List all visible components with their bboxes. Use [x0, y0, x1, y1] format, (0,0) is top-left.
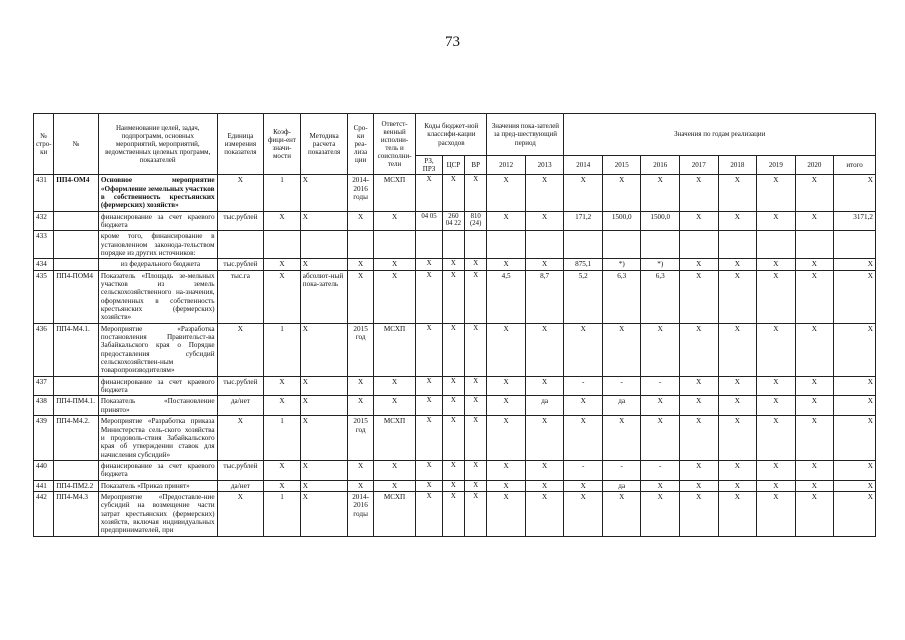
year-value-cell: X: [757, 211, 796, 231]
year-value-cell: *): [641, 259, 680, 270]
year-value-cell: X: [487, 259, 526, 270]
total-cell: X: [834, 491, 876, 536]
unit-cell: X: [217, 323, 264, 376]
unit-cell: X: [217, 416, 264, 461]
row-number-cell: 441: [34, 480, 54, 491]
year-value-cell: X: [487, 480, 526, 491]
year-value-cell: X: [718, 460, 757, 480]
year-value-cell: да: [525, 396, 564, 416]
vr-cell: X: [465, 259, 487, 270]
total-cell: X: [834, 175, 876, 211]
code-cell: [54, 259, 99, 270]
csr-cell: X: [442, 460, 464, 480]
year-value-cell: X: [757, 480, 796, 491]
year-value-cell: X: [757, 396, 796, 416]
year-value-cell: X: [602, 416, 641, 461]
year-value-cell: X: [487, 460, 526, 480]
year-value-cell: X: [795, 480, 834, 491]
responsible-cell: МСХП: [373, 323, 416, 376]
header-year: 2020: [795, 156, 834, 175]
csr-cell: X: [442, 396, 464, 416]
row-number-cell: 434: [34, 259, 54, 270]
table-row: [34, 259, 876, 270]
header-csr: ЦСР: [442, 156, 464, 175]
vr-cell: X: [465, 416, 487, 461]
row-number-cell: 439: [34, 416, 54, 461]
rz-cell: X: [416, 376, 442, 396]
year-value-cell: X: [641, 175, 680, 211]
year-value-cell: X: [795, 259, 834, 270]
name-cell: Мероприятие «Предоставле-ние субсидий на возмещение части затрат крестьянских (фермерских) хозяйств, включая индивидуальных предпринимателей, при: [98, 491, 217, 536]
code-cell: [54, 231, 99, 259]
code-cell: ПП4-ПОМ4: [54, 270, 99, 323]
name-cell: Показатель «Приказ принят»: [98, 480, 217, 491]
year-value-cell: X: [680, 416, 719, 461]
year-value-cell: X: [757, 259, 796, 270]
table-row: [34, 480, 876, 491]
header-no: №: [54, 114, 99, 175]
year-value-cell: X: [680, 460, 719, 480]
total-cell: X: [834, 396, 876, 416]
header-year: 2016: [641, 156, 680, 175]
coef-cell: X: [264, 270, 301, 323]
coef-cell: X: [264, 460, 301, 480]
row-number-cell: 437: [34, 376, 54, 396]
responsible-cell: X: [373, 259, 416, 270]
rz-cell: X: [416, 460, 442, 480]
year-value-cell: X: [564, 323, 603, 376]
row-number-cell: 435: [34, 270, 54, 323]
year-value-cell: X: [564, 175, 603, 211]
year-value-cell: X: [602, 175, 641, 211]
vr-cell: X: [465, 175, 487, 211]
header-year: 2018: [718, 156, 757, 175]
table-row: [34, 416, 876, 461]
method-cell: X: [300, 396, 348, 416]
year-value-cell: X: [564, 480, 603, 491]
year-value-cell: X: [525, 211, 564, 231]
coef-cell: X: [264, 376, 301, 396]
header-method: Методика расчета показателя: [300, 114, 348, 175]
csr-cell: X: [442, 480, 464, 491]
term-cell: [348, 231, 373, 259]
method-cell: X: [300, 259, 348, 270]
header-vr: ВР: [465, 156, 487, 175]
year-value-cell: X: [795, 396, 834, 416]
header-year: 2013: [525, 156, 564, 175]
year-value-cell: X: [525, 376, 564, 396]
year-value-cell: X: [718, 491, 757, 536]
year-value-cell: X: [795, 376, 834, 396]
coef-cell: [264, 231, 301, 259]
year-value-cell: -: [602, 376, 641, 396]
vr-cell: X: [465, 376, 487, 396]
year-value-cell: X: [680, 259, 719, 270]
year-value-cell: X: [525, 323, 564, 376]
unit-cell: тыс.рублей: [217, 259, 264, 270]
year-value-cell: X: [795, 416, 834, 461]
method-cell: X: [300, 323, 348, 376]
year-value-cell: X: [525, 491, 564, 536]
vr-cell: 810 (24): [465, 211, 487, 231]
vr-cell: X: [465, 396, 487, 416]
total-cell: X: [834, 460, 876, 480]
header-name: Наименование целей, задач, подпрограмм, основных мероприятий, мероприятий, ведомственных целевых программ, показателей: [98, 114, 217, 175]
code-cell: [54, 460, 99, 480]
csr-cell: 260 04 22: [442, 211, 464, 231]
year-value-cell: 6,3: [602, 270, 641, 323]
rz-cell: X: [416, 396, 442, 416]
term-cell: 2015 год: [348, 323, 373, 376]
total-cell: [834, 231, 876, 259]
year-value-cell: X: [718, 270, 757, 323]
responsible-cell: МСХП: [373, 416, 416, 461]
method-cell: X: [300, 460, 348, 480]
year-value-cell: X: [641, 396, 680, 416]
method-cell: X: [300, 480, 348, 491]
year-value-cell: X: [525, 480, 564, 491]
vr-cell: X: [465, 460, 487, 480]
year-value-cell: *): [602, 259, 641, 270]
row-number-cell: 432: [34, 211, 54, 231]
vr-cell: X: [465, 480, 487, 491]
rz-cell: X: [416, 270, 442, 323]
year-value-cell: X: [680, 175, 719, 211]
method-cell: X: [300, 175, 348, 211]
coef-cell: X: [264, 480, 301, 491]
header-prev-values: Значения пока-зателей за пред-шествующий период: [487, 114, 564, 156]
total-cell: X: [834, 270, 876, 323]
name-cell: кроме того, финансирование в установленном законода-тельством порядке из других источников:: [98, 231, 217, 259]
year-value-cell: X: [718, 211, 757, 231]
header-year: 2019: [757, 156, 796, 175]
row-number-cell: 436: [34, 323, 54, 376]
header-year: 2014: [564, 156, 603, 175]
term-cell: X: [348, 211, 373, 231]
code-cell: ПП4-М4.3: [54, 491, 99, 536]
total-cell: X: [834, 259, 876, 270]
unit-cell: тыс.рублей: [217, 460, 264, 480]
year-value-cell: 5,2: [564, 270, 603, 323]
year-value-cell: X: [680, 491, 719, 536]
year-value-cell: 8,7: [525, 270, 564, 323]
table-body: [34, 175, 876, 536]
name-cell: Показатель «Площадь зе-мельных участков из земель сельскохозяйственного на-значения, оформленных в собственность крестьянских (фермерских) хозяйств»: [98, 270, 217, 323]
year-value-cell: X: [757, 175, 796, 211]
name-cell: финансирование за счет краевого бюджета: [98, 211, 217, 231]
year-value-cell: -: [641, 460, 680, 480]
unit-cell: тыс.га: [217, 270, 264, 323]
term-cell: X: [348, 396, 373, 416]
year-value-cell: да: [602, 480, 641, 491]
year-value-cell: X: [718, 480, 757, 491]
year-value-cell: X: [487, 416, 526, 461]
year-value-cell: -: [602, 460, 641, 480]
term-cell: 2014-2016 годы: [348, 491, 373, 536]
coef-cell: 1: [264, 416, 301, 461]
row-number-cell: 438: [34, 396, 54, 416]
year-value-cell: [641, 231, 680, 259]
year-value-cell: X: [525, 175, 564, 211]
unit-cell: тыс.рублей: [217, 211, 264, 231]
year-value-cell: -: [641, 376, 680, 396]
table-row: [34, 175, 876, 211]
header-coef: Коэф-фици-ент значи-мости: [264, 114, 301, 175]
year-value-cell: X: [525, 460, 564, 480]
coef-cell: X: [264, 396, 301, 416]
year-value-cell: 171,2: [564, 211, 603, 231]
row-number-cell: 433: [34, 231, 54, 259]
year-value-cell: [718, 231, 757, 259]
name-cell: Показатель «Постановление принято»: [98, 396, 217, 416]
table-row: [34, 323, 876, 376]
year-value-cell: X: [602, 323, 641, 376]
year-value-cell: 875,1: [564, 259, 603, 270]
year-value-cell: X: [487, 376, 526, 396]
table-row: [34, 376, 876, 396]
method-cell: X: [300, 376, 348, 396]
header-terms: Сро-ки реа-лиза ции: [348, 114, 373, 175]
row-number-cell: 440: [34, 460, 54, 480]
row-number-cell: 442: [34, 491, 54, 536]
csr-cell: X: [442, 376, 464, 396]
year-value-cell: X: [641, 491, 680, 536]
code-cell: [54, 376, 99, 396]
header-year: 2017: [680, 156, 719, 175]
row-number-cell: 431: [34, 175, 54, 211]
code-cell: ПП4-М4.1.: [54, 323, 99, 376]
code-cell: ПП4-ПМ4.1.: [54, 396, 99, 416]
term-cell: 2015 год: [348, 416, 373, 461]
responsible-cell: [373, 231, 416, 259]
csr-cell: X: [442, 259, 464, 270]
year-value-cell: X: [641, 480, 680, 491]
name-cell: финансирование за счет краевого бюджета: [98, 460, 217, 480]
rz-cell: X: [416, 416, 442, 461]
coef-cell: 1: [264, 491, 301, 536]
year-value-cell: X: [795, 211, 834, 231]
unit-cell: X: [217, 175, 264, 211]
year-value-cell: X: [525, 416, 564, 461]
year-value-cell: X: [795, 270, 834, 323]
csr-cell: X: [442, 175, 464, 211]
responsible-cell: X: [373, 376, 416, 396]
coef-cell: 1: [264, 323, 301, 376]
method-cell: абсолют-ный пока-затель: [300, 270, 348, 323]
year-value-cell: X: [564, 396, 603, 416]
rz-cell: X: [416, 175, 442, 211]
year-value-cell: X: [795, 323, 834, 376]
term-cell: X: [348, 480, 373, 491]
year-value-cell: X: [795, 460, 834, 480]
responsible-cell: МСХП: [373, 175, 416, 211]
year-value-cell: X: [487, 396, 526, 416]
vr-cell: [465, 231, 487, 259]
year-value-cell: X: [757, 270, 796, 323]
name-cell: из федерального бюджета: [98, 259, 217, 270]
year-value-cell: X: [718, 259, 757, 270]
year-value-cell: X: [718, 175, 757, 211]
year-value-cell: [602, 231, 641, 259]
year-value-cell: X: [680, 323, 719, 376]
csr-cell: [442, 231, 464, 259]
name-cell: финансирование за счет краевого бюджета: [98, 376, 217, 396]
header-responsible: Ответст-венный исполни-тель и соисполни-тели: [373, 114, 416, 175]
name-cell: Мероприятие «Разработка постановления Правительст-ва Забайкальского края о Порядке предоставления субсидий сельскохозяйствен-ным товаропроизводителям»: [98, 323, 217, 376]
rz-cell: [416, 231, 442, 259]
responsible-cell: X: [373, 396, 416, 416]
year-value-cell: X: [680, 480, 719, 491]
header-budget-codes: Коды бюджет-ной классифи-кации расходов: [416, 114, 487, 156]
year-value-cell: да: [602, 396, 641, 416]
year-value-cell: X: [641, 416, 680, 461]
header-row-no: № стро-ки: [34, 114, 54, 175]
table-row: [34, 231, 876, 259]
vr-cell: X: [465, 491, 487, 536]
coef-cell: X: [264, 211, 301, 231]
responsible-cell: X: [373, 480, 416, 491]
year-value-cell: X: [487, 211, 526, 231]
year-value-cell: X: [680, 396, 719, 416]
method-cell: X: [300, 211, 348, 231]
code-cell: ПП4-М4.2.: [54, 416, 99, 461]
year-value-cell: 6,3: [641, 270, 680, 323]
code-cell: ПП4-ПМ2.2: [54, 480, 99, 491]
year-value-cell: 1500,0: [641, 211, 680, 231]
responsible-cell: X: [373, 460, 416, 480]
year-value-cell: [525, 231, 564, 259]
responsible-cell: X: [373, 211, 416, 231]
name-cell: Мероприятие «Разработка приказа Министерства сель-ского хозяйства и продоволь-ствия Забайкальского края об утверждении ставок для начисления субсидий»: [98, 416, 217, 461]
rz-cell: 04 05: [416, 211, 442, 231]
header-year-values: Значения по годам реализации: [564, 114, 876, 156]
coef-cell: 1: [264, 175, 301, 211]
csr-cell: X: [442, 323, 464, 376]
unit-cell: [217, 231, 264, 259]
term-cell: X: [348, 376, 373, 396]
year-value-cell: -: [564, 460, 603, 480]
csr-cell: X: [442, 270, 464, 323]
year-value-cell: X: [718, 323, 757, 376]
year-value-cell: X: [718, 376, 757, 396]
year-value-cell: X: [487, 175, 526, 211]
year-value-cell: X: [718, 396, 757, 416]
term-cell: X: [348, 259, 373, 270]
year-value-cell: X: [602, 491, 641, 536]
page-number: 73: [445, 34, 460, 50]
year-value-cell: X: [757, 323, 796, 376]
program-table: [33, 113, 876, 537]
table-row: [34, 211, 876, 231]
header-year: 2012: [487, 156, 526, 175]
year-value-cell: X: [757, 416, 796, 461]
coef-cell: X: [264, 259, 301, 270]
header-unit: Единица измерения показателя: [217, 114, 264, 175]
csr-cell: X: [442, 491, 464, 536]
header-year: 2015: [602, 156, 641, 175]
year-value-cell: X: [795, 491, 834, 536]
table-row: [34, 270, 876, 323]
unit-cell: X: [217, 491, 264, 536]
term-cell: 2014-2016 годы: [348, 175, 373, 211]
year-value-cell: X: [757, 376, 796, 396]
vr-cell: X: [465, 323, 487, 376]
year-value-cell: [757, 231, 796, 259]
year-value-cell: X: [680, 270, 719, 323]
rz-cell: X: [416, 491, 442, 536]
year-value-cell: 4,5: [487, 270, 526, 323]
total-cell: X: [834, 416, 876, 461]
year-value-cell: X: [564, 491, 603, 536]
csr-cell: X: [442, 416, 464, 461]
responsible-cell: X: [373, 270, 416, 323]
year-value-cell: [487, 231, 526, 259]
year-value-cell: [680, 231, 719, 259]
rz-cell: X: [416, 480, 442, 491]
year-value-cell: X: [757, 491, 796, 536]
year-value-cell: X: [680, 211, 719, 231]
year-value-cell: X: [795, 175, 834, 211]
term-cell: X: [348, 270, 373, 323]
code-cell: [54, 211, 99, 231]
unit-cell: тыс.рублей: [217, 376, 264, 396]
vr-cell: X: [465, 270, 487, 323]
method-cell: X: [300, 491, 348, 536]
term-cell: X: [348, 460, 373, 480]
year-value-cell: X: [487, 491, 526, 536]
code-cell: ПП4-ОМ4: [54, 175, 99, 211]
method-cell: [300, 231, 348, 259]
year-value-cell: [795, 231, 834, 259]
year-value-cell: X: [757, 460, 796, 480]
year-value-cell: X: [718, 416, 757, 461]
rz-cell: X: [416, 323, 442, 376]
total-cell: X: [834, 323, 876, 376]
unit-cell: да/нет: [217, 480, 264, 491]
total-cell: X: [834, 480, 876, 491]
year-value-cell: X: [525, 259, 564, 270]
year-value-cell: X: [680, 376, 719, 396]
table-row: [34, 396, 876, 416]
rz-cell: X: [416, 259, 442, 270]
total-cell: X: [834, 376, 876, 396]
year-value-cell: X: [487, 323, 526, 376]
year-value-cell: -: [564, 376, 603, 396]
header-total: итого: [834, 156, 876, 175]
table-row: [34, 460, 876, 480]
method-cell: X: [300, 416, 348, 461]
unit-cell: да/нет: [217, 396, 264, 416]
table-row: [34, 491, 876, 536]
year-value-cell: 1500,0: [602, 211, 641, 231]
year-value-cell: [564, 231, 603, 259]
year-value-cell: X: [641, 323, 680, 376]
total-cell: 3171,2: [834, 211, 876, 231]
year-value-cell: X: [564, 416, 603, 461]
responsible-cell: МСХП: [373, 491, 416, 536]
name-cell: Основное мероприятие «Оформление земельных участков в собственность крестьянских (фермерских) хозяйств»: [98, 175, 217, 211]
header-rz: РЗ, ПРЗ: [416, 156, 442, 175]
